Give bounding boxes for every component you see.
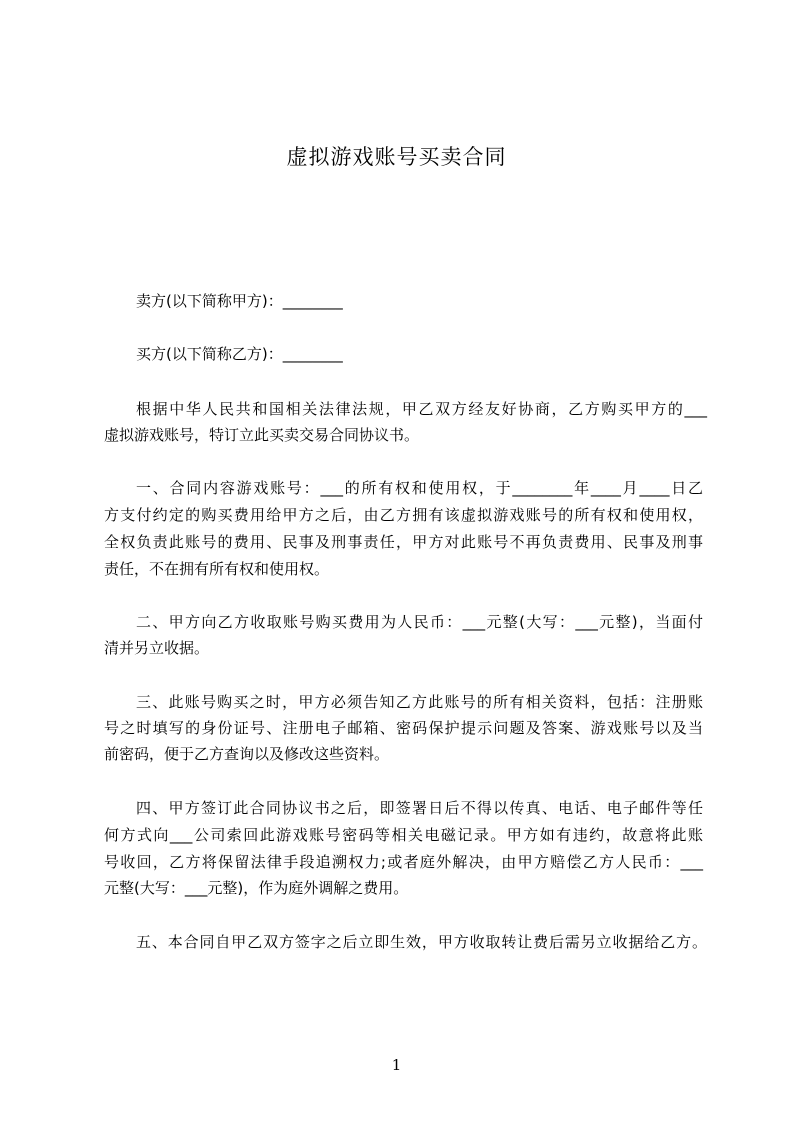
clause4-line-4: 元整(大写：___元整)，作为庭外调解之费用。 bbox=[104, 879, 409, 897]
clause3-line-3: 前密码，便于乙方查询以及修改这些资料。 bbox=[104, 745, 390, 763]
clause1-line-1: 一、合同内容游戏账号：___的所有权和使用权，于________年____月____日乙 bbox=[136, 479, 703, 497]
intro-line-2: 虚拟游戏账号，特订立此买卖交易合同协议书。 bbox=[104, 426, 420, 444]
clause1-line-4: 责任，不在拥有所有权和使用权。 bbox=[104, 560, 330, 578]
clause2-line-1: 二、甲方向乙方收取账号购买费用为人民币：___元整(大写：___元整)，当面付 bbox=[136, 613, 703, 631]
clause1-line-3: 全权负责此账号的费用、民事及刑事责任，甲方对此账号不再负责费用、民事及刑事 bbox=[104, 533, 703, 551]
clause4-line-3: 号收回，乙方将保留法律手段追溯权力;或者庭外解决，由甲方赔偿乙方人民币：___ bbox=[104, 853, 703, 871]
clause3-line-1: 三、此账号购买之时，甲方必须告知乙方此账号的所有相关资料，包括：注册账 bbox=[136, 693, 703, 711]
intro-line-1: 根据中华人民共和国相关法律法规，甲乙双方经友好协商，乙方购买甲方的___ bbox=[136, 400, 707, 418]
page-number: 1 bbox=[391, 1056, 402, 1074]
document-title: 虚拟游戏账号买卖合同 bbox=[286, 145, 507, 169]
buyer-line: 买方(以下简称乙方)：________ bbox=[136, 345, 343, 363]
clause1-line-2: 方支付约定的购买费用给甲方之后，由乙方拥有该虚拟游戏账号的所有权和使用权， bbox=[104, 506, 703, 524]
clause3-line-2: 号之时填写的身份证号、注册电子邮箱、密码保护提示问题及答案、游戏账号以及当 bbox=[104, 719, 703, 737]
seller-line: 卖方(以下简称甲方)：________ bbox=[136, 292, 343, 310]
clause2-line-2: 清并另立收据。 bbox=[104, 639, 210, 657]
clause4-line-1: 四、甲方签订此合同协议书之后，即签署日后不得以传真、电话、电子邮件等任 bbox=[136, 799, 703, 817]
clause4-line-2: 何方式向___公司索回此游戏账号密码等相关电磁记录。甲方如有违约，故意将此账 bbox=[104, 826, 703, 844]
clause5-line-1: 五、本合同自甲乙双方签字之后立即生效，甲方收取转让费后需另立收据给乙方。 bbox=[136, 933, 707, 951]
